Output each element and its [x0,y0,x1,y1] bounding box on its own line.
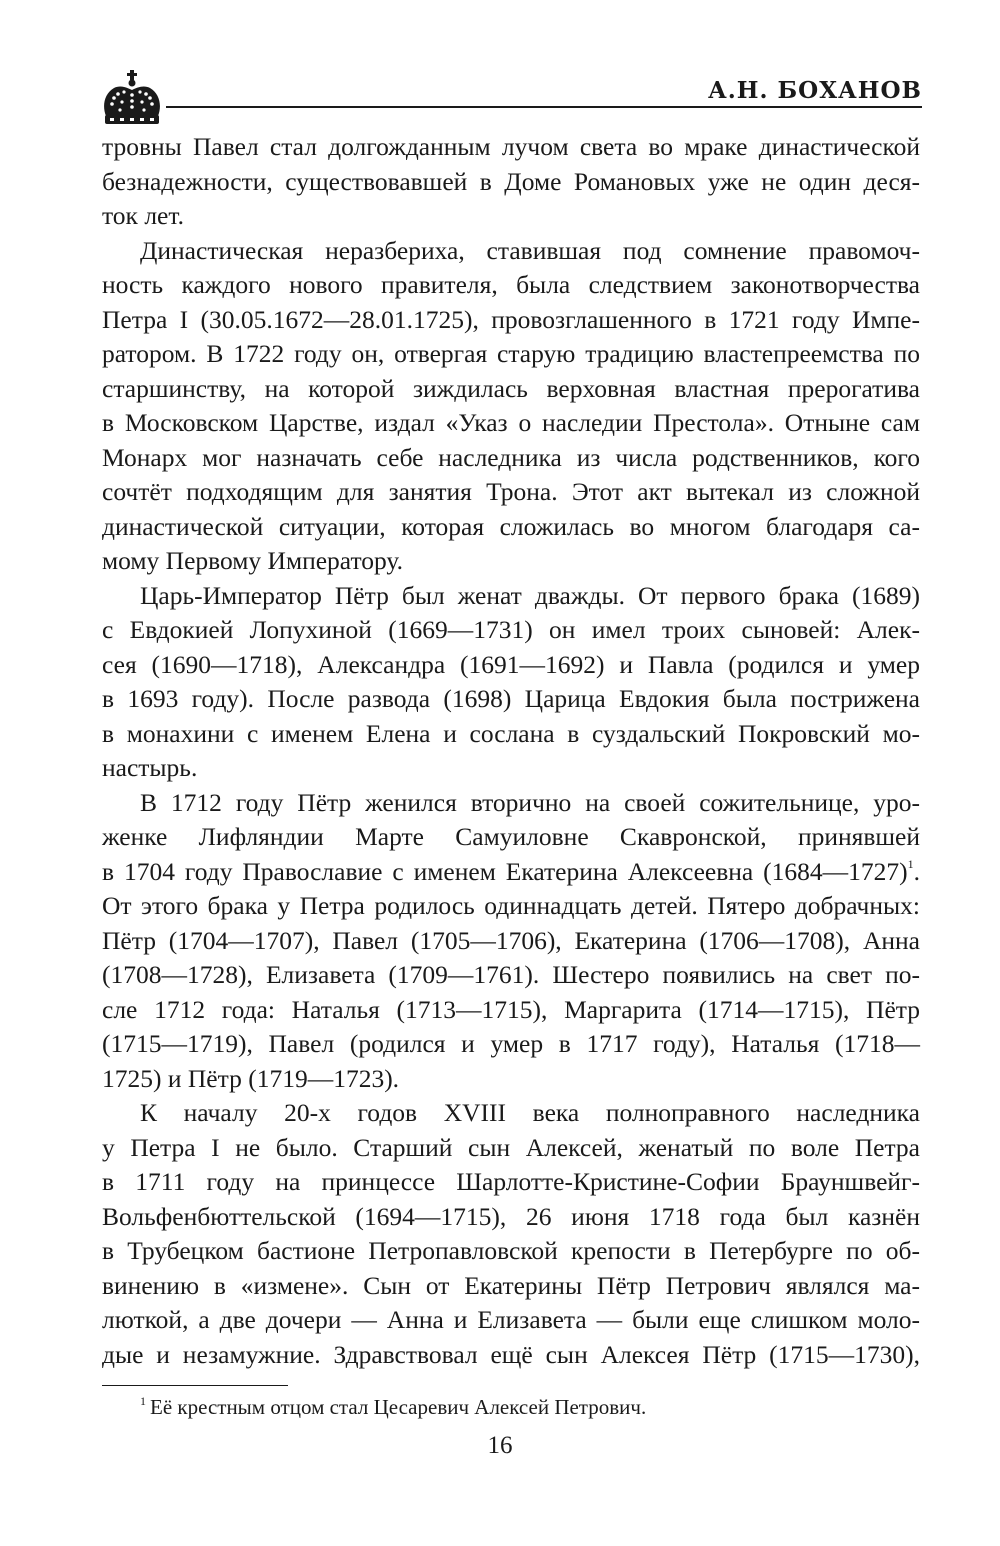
footnote-text: Её крестным отцом стал Цесаревич Алексей Петрович. [150,1395,647,1419]
footnote-reference[interactable]: 1 [907,856,914,871]
body-line: безнадежности, существовавшей в Доме Романовых уже не один деся- [102,166,920,196]
body-line: (1708—1728), Елизавета (1709—1761). Шестеро появились на свет по- [102,960,920,989]
body-line: ность каждого нового правителя, была следствием законотворчества [102,270,920,299]
body-line: с Евдокией Лопухиной (1669—1731) он имел троих сыновей: Алек- [102,615,920,644]
body-line: тровны Павел стал долгожданным лучом света во мраке династической [102,132,920,161]
body-line: в 1711 году на принцессе Шарлотте-Кристине-Софии Брауншвейг- [102,1167,920,1196]
body-line: сочтёт подходящим для занятия Трона. Этот акт вытекал из сложной [102,477,920,506]
body-line: Монарх мог назначать себе наследника из числа родственников, кого [102,442,920,472]
body-line: у Петра I не было. Старший сын Алексей, женатый по воле Петра [102,1132,920,1162]
page-number: 16 [487,1432,513,1459]
body-line: 1725) и Пётр (1719—1723). [102,1063,400,1093]
body-line: в Трубецком бастионе Петропавловской крепости в Петербурге по об- [102,1236,920,1265]
body-line-text: в 1704 году Православие с именем Екатерина Алексеевна (1684—1727) [102,856,908,886]
footnote [140,1394,646,1420]
running-head-author: А.Н. БОХАНОВ [708,77,922,104]
body-line: Царь-Император Пётр был женат дважды. От первого брака (1689) [140,580,920,610]
body-line: Династическая неразбериха, ставившая под сомнение правомоч- [140,235,920,265]
body-line: в Московском Царстве, издал «Указ о наследии Престола». Отныне сам [102,408,920,437]
body-line: ратором. В 1722 году он, отвергая старую традицию властепреемства по [102,339,920,368]
body-line: К началу 20-х годов XVIII века полноправного наследника [140,1098,920,1127]
body-line: сея (1690—1718), Александра (1691—1692) и Павла (родился и умер [102,649,920,679]
body-line: династической ситуации, которая сложилась во многом благодаря са- [102,511,920,541]
footnote-marker: 1 [140,1394,146,1408]
body-line: настырь. [102,753,198,782]
body-line: От этого брака у Петра родилось одиннадцать детей. Пятеро добрачных: [102,891,920,920]
body-line: люткой, а две дочери — Анна и Елизавета — были еще слишком моло- [102,1305,920,1334]
body-line: винению в «измене». Сын от Екатерины Пётр Петрович являлся ма- [102,1270,920,1300]
running-header [100,66,922,126]
body-line: В 1712 году Пётр женился вторично на своей сожительнице, уро- [140,787,920,817]
header-rule [166,106,922,108]
body-line: Пётр (1704—1707), Павел (1705—1706), Екатерина (1706—1708), Анна [102,925,920,955]
body-text [102,130,920,1372]
body-line: дые и незамужние. Здравствовал ещё сын Алексея Пётр (1715—1730), [102,1339,920,1369]
imperial-crown-icon [100,70,164,128]
body-line-period: . [913,856,920,886]
body-line: (1715—1719), Павел (родился и умер в 1717 году), Наталья (1718— [102,1029,920,1058]
body-line: женке Лифляндии Марте Самуиловне Скавронской, принявшей [102,822,920,851]
body-line: в 1693 году). После развода (1698) Царица Евдокия была пострижена [102,684,920,713]
body-line: в монахини с именем Елена и сослана в суздальский Покровский мо- [102,718,920,748]
body-line-with-footnote [102,855,920,890]
body-line: ток лет. [102,201,184,230]
body-line: мому Первому Императору. [102,546,404,575]
body-line: сле 1712 года: Наталья (1713—1715), Маргарита (1714—1715), Пётр [102,994,920,1024]
footnote-rule [102,1385,288,1386]
body-line: Вольфенбюттельской (1694—1715), 26 июня 1718 года был казнён [102,1201,920,1231]
body-line: Петра I (30.05.1672—28.01.1725), провозглашенного в 1721 году Импе- [102,304,920,334]
body-line: старшинству, на которой зиждилась верховная властная прерогатива [102,373,920,403]
